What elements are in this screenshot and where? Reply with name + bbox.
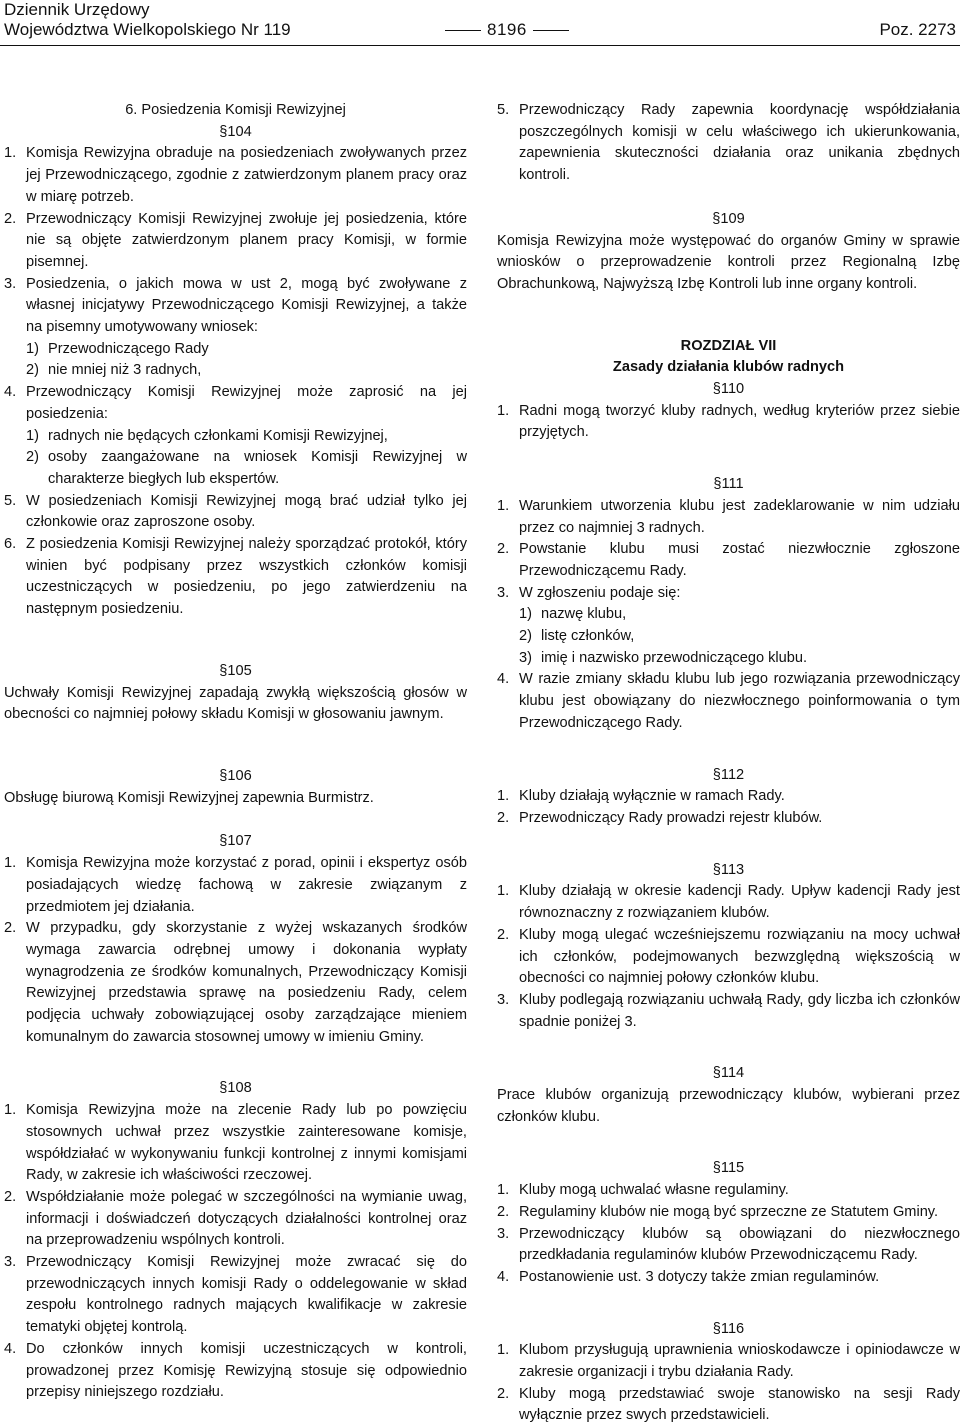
- item-number: 4.: [497, 671, 510, 688]
- item-text: Warunkiem utworzenia klubu jest zadeklarowanie w nim udziału przez co najmniej 3 radnych.: [519, 497, 960, 536]
- list-item: [497, 401, 960, 444]
- list-item: [4, 274, 467, 339]
- spacer: [497, 187, 960, 209]
- sub-item-number: 2): [26, 449, 39, 466]
- sub-item-text: osoby zaangażowane na wniosek Komisji Rewizyjnej w charakterze biegłych lub ekspertów.: [48, 449, 467, 487]
- item-text: W razie zmiany składu klubu lub jego rozwiązania przewodniczący klubu jest obowiązany do niezwłocznego poinformowania o tym Przewodniczącego Rady.: [519, 671, 960, 731]
- item-text: Przewodniczący Komisji Rewizyjnej może zaprosić na jej posiedzenia:: [26, 384, 467, 422]
- sub-item-number: 1): [26, 340, 39, 357]
- spacer: [4, 726, 467, 766]
- item-text: Klubom przysługują uprawnienia wnioskodawcze i opiniodawcze w zakresie organizacji i trybu działania Rady.: [519, 1342, 960, 1381]
- item-number: 2.: [497, 1203, 510, 1220]
- section-title: 6. Posiedzenia Komisji Rewizyjnej: [125, 102, 346, 118]
- list-item: [497, 808, 960, 830]
- left-column: [4, 100, 467, 1404]
- list-item: [4, 534, 467, 621]
- paragraph-110-heading: §110: [712, 381, 745, 398]
- list-item: [497, 1224, 960, 1267]
- sub-item-text: radnych nie będących członkami Komisji Rewizyjnej,: [48, 427, 388, 444]
- page-header: [4, 0, 956, 44]
- item-number: 3.: [497, 991, 510, 1008]
- sub-item-number: 1): [519, 606, 532, 623]
- item-number: 3.: [497, 1225, 510, 1242]
- paragraph-108-heading: §108: [219, 1080, 252, 1097]
- item-number: 2.: [4, 210, 17, 227]
- chapter-title: ROZDZIAŁ VII: [680, 337, 777, 354]
- list-item: [497, 1180, 960, 1202]
- item-text: Z posiedzenia Komisji Rewizyjnej należy sporządzać protokół, który winien być podpisany przez wszystkich członków komisji uczestniczących w posiedzeniu, po jego zatwierdzeniu na następnym posiedzeniu.: [26, 536, 467, 618]
- list-item: [4, 853, 467, 918]
- item-number: 1.: [497, 1342, 510, 1359]
- item-text: Przewodniczący klubów są obowiązani do niezwłocznego przedkładania regulaminów klubów Przewodniczącemu Rady.: [519, 1225, 960, 1264]
- paragraph-109-text: Komisja Rewizyjna może występować do organów Gminy w sprawie wniosków o przeprowadzenie kontroli przez Regionalną Izbę Obrachunkową, Najwyższą Izbę Kontroli lub inne organy kontroli.: [497, 232, 960, 292]
- spacer: [497, 735, 960, 765]
- list-item: [497, 583, 960, 605]
- sub-item-number: 3): [519, 649, 532, 666]
- sub-item: [497, 604, 960, 626]
- sub-item: [497, 626, 960, 648]
- list-item: [497, 925, 960, 990]
- list-item: [4, 1187, 467, 1252]
- sub-item-text: imię i nazwisko przewodniczącego klubu.: [541, 649, 808, 666]
- item-number: 1.: [4, 145, 17, 162]
- sub-item-number: 1): [26, 427, 39, 444]
- item-text: Przewodniczący Komisji Rewizyjnej zwołuje jej posiedzenia, które nie są objęte zatwierdzonym planem pracy Komisji, w formie pisemnej.: [26, 210, 467, 270]
- right-column: [497, 100, 960, 1427]
- dash-left: [445, 30, 481, 31]
- item-number: 3.: [497, 584, 510, 601]
- item-number: 4.: [497, 1268, 510, 1285]
- item-number: 3.: [4, 275, 17, 292]
- item-number: 4.: [4, 1340, 17, 1357]
- item-text: Przewodniczący Rady zapewnia koordynację współdziałania poszczególnych komisji w celu właściwego ich ukierunkowania, zapewnienia skuteczności działania oraz unikania zbędnych kontroli.: [519, 102, 960, 184]
- paragraph-107-heading: §107: [219, 833, 252, 850]
- position-number: Poz. 2273: [879, 20, 956, 39]
- sub-item-text: Przewodniczącego Rady: [48, 340, 209, 357]
- item-number: 1.: [497, 1182, 510, 1199]
- paragraph-115-heading: §115: [712, 1160, 745, 1177]
- list-item: [4, 491, 467, 534]
- item-number: 1.: [4, 855, 17, 872]
- list-item: [497, 786, 960, 808]
- item-number: 2.: [497, 809, 510, 826]
- list-item: [4, 209, 467, 274]
- spacer: [497, 444, 960, 474]
- list-item: [4, 1100, 467, 1187]
- item-number: 3.: [4, 1254, 17, 1271]
- paragraph-105-heading: §105: [219, 662, 252, 679]
- paragraph-106-text: Obsługę biurową Komisji Rewizyjnej zapewnia Burmistrz.: [4, 789, 374, 806]
- item-number: 5.: [497, 102, 510, 118]
- spacer: [4, 621, 467, 661]
- list-item: [497, 100, 960, 187]
- item-number: 1.: [4, 1102, 17, 1119]
- item-number: 2.: [497, 926, 510, 943]
- paragraph-106-heading: §106: [219, 767, 252, 784]
- paragraph-114-text: Prace klubów organizują przewodniczący klubów, wybierani przez członków klubu.: [497, 1087, 960, 1125]
- list-item: [497, 1202, 960, 1224]
- item-text: Kluby mogą ulegać wcześniejszemu rozwiązaniu na mocy uchwał ich członków, podejmowanych bezwzględną większością w obecności co najmniej połowy członków klubu.: [519, 926, 960, 987]
- list-item: [4, 918, 467, 1048]
- list-item: [497, 1340, 960, 1383]
- item-number: 2.: [497, 1385, 510, 1402]
- paragraph-113-heading: §113: [712, 861, 745, 878]
- sub-item: [4, 426, 467, 448]
- list-item: [497, 990, 960, 1033]
- paragraph-111-heading: §111: [713, 476, 744, 493]
- spacer: [497, 296, 960, 336]
- item-text: Kluby działają w okresie kadencji Rady. Upływ kadencji Rady jest równoznaczny z rozwiązaniem klubów.: [519, 883, 960, 922]
- chapter-subtitle: Zasady działania klubów radnych: [612, 359, 845, 376]
- item-number: 1.: [497, 497, 510, 514]
- header-rule: [0, 45, 960, 46]
- paragraph-112-heading: §112: [712, 766, 745, 783]
- item-text: Kluby mogą przedstawiać swoje stanowisko na sesji Rady wyłącznie przez swych przedstawicieli.: [519, 1385, 960, 1424]
- list-item: [497, 1267, 960, 1289]
- paragraph-114-heading: §114: [712, 1065, 745, 1082]
- item-number: 2.: [4, 920, 17, 937]
- item-text: Kluby mogą uchwalać własne regulaminy.: [519, 1182, 789, 1199]
- item-number: 5.: [4, 492, 17, 509]
- list-item: [4, 1252, 467, 1339]
- list-item: [497, 539, 960, 582]
- item-number: 1.: [497, 788, 510, 805]
- sub-item-number: 2): [519, 628, 532, 645]
- item-text: Posiedzenia, o jakich mowa w ust 2, mogą być zwoływane z własnej inicjatywy Przewodniczącego Komisji Rewizyjnej, a także na pisemny umotywowany wniosek:: [26, 275, 467, 336]
- item-text: Do członków innych komisji uczestniczących w kontroli, prowadzonej przez Komisję Rewizyjną stosuje się odpowiednio przepisy niniejszego rozdziału.: [26, 1340, 467, 1401]
- sub-item: [497, 648, 960, 670]
- item-text: W przypadku, gdy skorzystanie z wyżej wskazanych środków wymaga zawarcia odrębnej umowy i dokonania wypłaty wynagrodzenia ze środków komunalnych, Przewodniczący Komisji Rewizyjnej przedstawia sprawę na posiedzeniu Rady, celem podjęcia uchwały zobowiązującej osoby zarządzające mieniem komunalnym do zawarcia stosownej umowy w imieniu Gminy.: [26, 920, 467, 1045]
- publication-line-1: Dziennik Urzędowy: [4, 0, 150, 19]
- item-text: Komisja Rewizyjna obraduje na posiedzeniach zwoływanych przez jej Przewodniczącego, zgodnie z zatwierdzonym planem pracy oraz w miarę potrzeb.: [26, 145, 467, 205]
- item-text: Kluby podlegają rozwiązaniu uchwałą Rady, gdy liczba ich członków spadnie poniżej 3.: [519, 991, 960, 1030]
- paragraph-116-heading: §116: [712, 1320, 745, 1337]
- item-text: Postanowienie ust. 3 dotyczy także zmian regulaminów.: [519, 1268, 880, 1285]
- sub-item-text: nie mniej niż 3 radnych,: [48, 362, 202, 379]
- dash-right: [533, 30, 569, 31]
- spacer: [497, 830, 960, 860]
- item-text: Radni mogą tworzyć kluby radnych, według kryteriów przez siebie przyjętych.: [519, 402, 960, 441]
- item-text: Regulaminy klubów nie mogą być sprzeczne ze Statutem Gminy.: [519, 1203, 939, 1220]
- item-text: Kluby działają wyłącznie w ramach Rady.: [519, 788, 785, 805]
- list-item: [497, 669, 960, 734]
- list-item: [497, 881, 960, 924]
- spacer: [4, 1048, 467, 1078]
- sub-item: [4, 360, 467, 382]
- sub-item: [4, 339, 467, 361]
- item-text: Komisja Rewizyjna może na zlecenie Rady lub po powzięciu stosownych uchwał przez wszystkie zainteresowane komisje, współdziałać w wykonywaniu funkcji kontrolnej z innymi komisjami Rady, w zakresie ich właściwości rzeczowej.: [26, 1102, 467, 1184]
- list-item: [497, 1384, 960, 1427]
- item-number: 1.: [497, 402, 510, 419]
- list-item: [4, 143, 467, 208]
- sub-item: [4, 447, 467, 490]
- item-number: 2.: [4, 1188, 17, 1205]
- publication-line-2: Województwa Wielkopolskiego Nr 119: [4, 20, 291, 39]
- item-text: Przewodniczący Rady prowadzi rejestr klubów.: [519, 809, 823, 826]
- sub-item-number: 2): [26, 362, 39, 379]
- list-item: [497, 496, 960, 539]
- spacer: [497, 1289, 960, 1319]
- spacer: [497, 1128, 960, 1158]
- item-text: Przewodniczący Komisji Rewizyjnej może zwracać się do przewodniczących innych komisji Rady o oddelegowanie w skład zespołu kontrolnego radnych mających kwalifikacje w zakresie tematyki objętej kontrolą.: [26, 1254, 467, 1336]
- page-number-text: 8196: [487, 20, 527, 39]
- item-text: W zgłoszeniu podaje się:: [519, 584, 681, 601]
- paragraph-109-heading: §109: [712, 210, 745, 227]
- page-number: [439, 20, 575, 40]
- item-number: 6.: [4, 536, 17, 553]
- spacer: [4, 809, 467, 831]
- item-number: 1.: [497, 883, 510, 900]
- publication-title: [4, 0, 291, 40]
- paragraph-104-heading: §104: [219, 123, 252, 140]
- list-item: [4, 382, 467, 425]
- item-text: Powstanie klubu musi zostać niezwłocznie zgłoszone Przewodniczącemu Rady.: [519, 541, 960, 579]
- item-text: Współdziałanie może polegać w szczególności na wymianie uwag, informacji i doświadczeń dotyczących działalności kontrolnej oraz na przeprowadzeniu wspólnych kontroli.: [26, 1188, 467, 1249]
- list-item: [4, 1339, 467, 1404]
- sub-item-text: nazwę klubu,: [541, 606, 627, 623]
- spacer: [497, 1033, 960, 1063]
- sub-item-text: listę członków,: [541, 628, 635, 645]
- item-number: 4.: [4, 384, 17, 401]
- item-number: 2.: [497, 541, 510, 558]
- item-text: Komisja Rewizyjna może korzystać z porad, opinii i ekspertyz osób posiadających wiedzę fachową w zakresie związanym z przedmiotem jej działania.: [26, 855, 467, 915]
- paragraph-105-text: Uchwały Komisji Rewizyjnej zapadają zwykłą większością głosów w obecności co najmniej połowy składu Komisji w głosowaniu jawnym.: [4, 684, 467, 723]
- item-text: W posiedzeniach Komisji Rewizyjnej mogą brać udział tylko jej członkowie oraz zaproszone osoby.: [26, 492, 467, 531]
